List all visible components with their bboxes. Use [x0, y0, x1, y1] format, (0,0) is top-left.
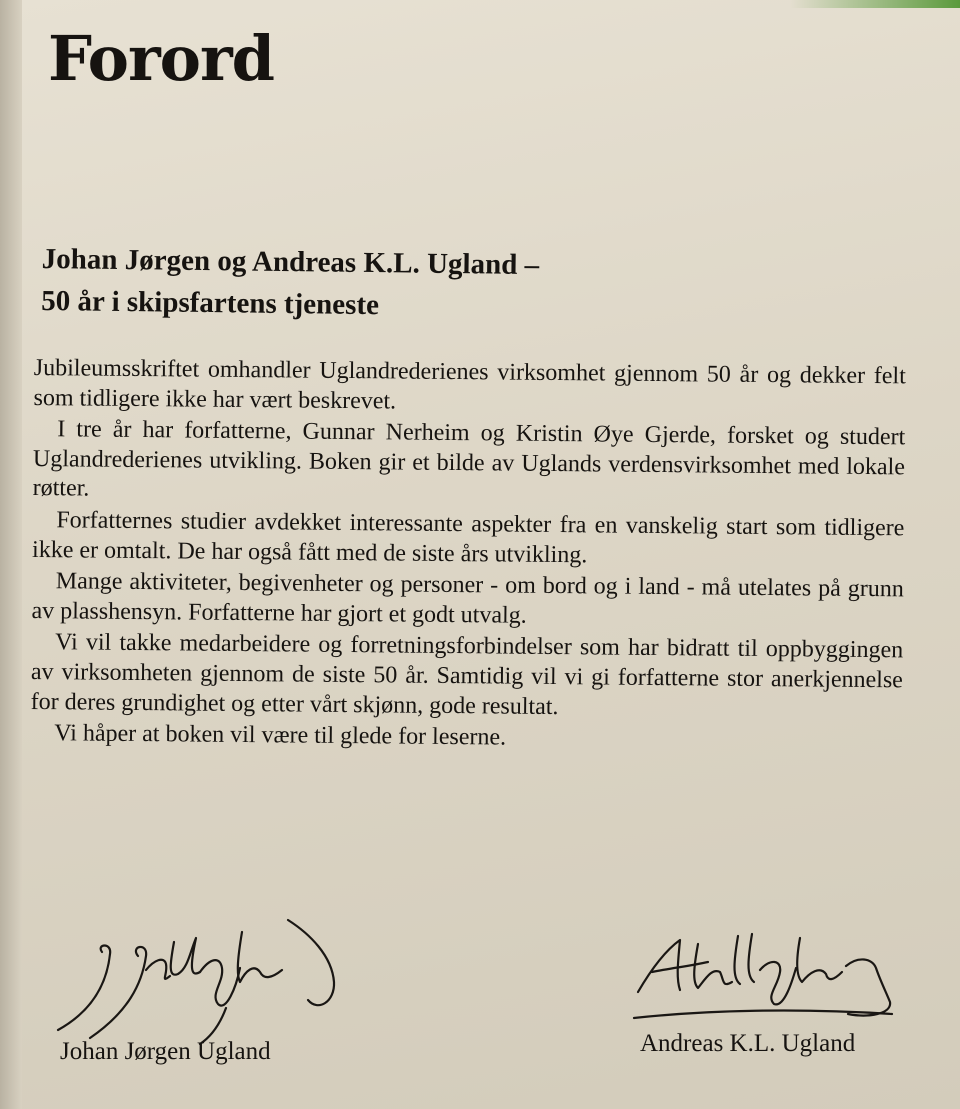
page-title: Forord [48, 22, 275, 95]
paragraph-3: Forfatternes studier avdekket interessante aspekter fra en vanskelig start som tidligere ikke er omtalt. De har også fått med de siste års utvikling. [31, 507, 905, 568]
section-heading-line-2: 50 år i skipsfartens tjeneste [41, 284, 380, 322]
page-edge [0, 0, 22, 1109]
signature-right-icon [628, 922, 898, 1032]
signature-name-left: Johan Jørgen Ugland [60, 1038, 271, 1065]
section-heading-line-1: Johan Jørgen og Andreas K.L. Ugland – [41, 242, 540, 282]
signature-left-icon [50, 912, 340, 1050]
paragraph-1: Jubileumsskriftet omhandler Uglandrederienes virksomhet gjennom 50 år og dekker felt som tidligere ikke har vært beskrevet. [33, 354, 906, 415]
section-heading [41, 238, 539, 328]
paragraph-4: Mange aktiviteter, begivenheter og personer - om bord og i land - må utelates på grunn av plasshensyn. Forfatterne har gjort et godt utvalg. [31, 568, 904, 629]
paragraph-6: Vi håper at boken vil være til glede for leserne. [54, 720, 507, 751]
foreword-body [30, 354, 906, 759]
signature-name-right: Andreas K.L. Ugland [640, 1030, 856, 1057]
paragraph-2: I tre år har forfatterne, Gunnar Nerheim og Kristin Øye Gjerde, forsket og studert Uglandrederienes utvikling. Boken gir et bilde av Uglands verdensvirksomhet med lokale røtter. [32, 416, 906, 502]
cover-corner [790, 0, 960, 8]
paragraph-5: Vi vil takke medarbeidere og forretningsforbindelser som har bidratt til oppbyggingen av virksomheten gjennom de siste 50 år. Samtidig vil vi gi forfatterne stor anerkjennelse for deres grundighet og etter vårt skjønn, gode resultat. [30, 629, 904, 720]
